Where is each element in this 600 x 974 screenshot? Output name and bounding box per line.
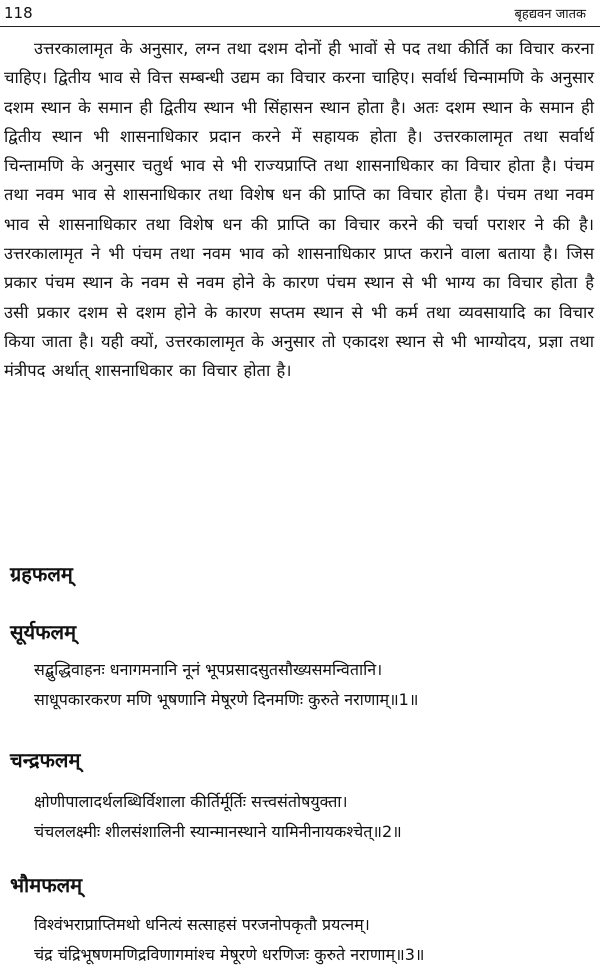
section-heading-bhaumaphalam: भौमफलम् xyxy=(10,873,83,897)
header-rule xyxy=(0,26,600,27)
verse-bhauma xyxy=(34,910,594,970)
page-number: 118 xyxy=(4,4,33,22)
verse-line: साधूपकारकरण मणि भूषणानि मेषूरणे दिनमणिः कुरुते नराणाम्॥1॥ xyxy=(34,690,419,709)
body-paragraph: उत्तरकालामृत के अनुसार, लग्न तथा दशम दोनों ही भावों से पद तथा कीर्ति का विचार करना चाहिए। द्वितीय भाव से वित्त सम्बन्धी उद्यम का विचार करना चाहिए। सर्वार्थ चिन्मामणि के अनुसार दशम स्थान के समान ही द्वितीय स्थान भी सिंहासन स्थान होता है। अतः दशम स्थान के समान ही द्वितीय स्थान भी शासनाधिकार प्रदान करने में सहायक होता है। उत्तरकालामृत तथा सर्वार्थ चिन्तामणि के अनुसार चतुर्थ भाव से भी राज्यप्राप्ति तथा शासनाधिकार का विचार होता है। पंचम तथा नवम भाव से शासनाधिकार तथा विशेष धन की प्राप्ति का विचार होता है। पंचम तथा नवम भाव से शासनाधिकार तथा विशेष धन की प्राप्ति का विचार करने की चर्चा पराशर ने की है। उत्तरकालामृत ने भी पंचम तथा नवम भाव को शासनाधिकार प्राप्त कराने वाला बताया है। जिस प्रकार पंचम स्थान के नवम से नवम होने के कारण पंचम स्थान से भी भाग्य का विचार होता है उसी प्रकार दशम से दशम होने के कारण सप्तम स्थान से भी कर्म तथा व्यवसायादि का विचार किया जाता है। यही क्यों, उत्तरकालामृत के अनुसार तो एकादश स्थान से भी भाग्योदय, प्रज्ञा तथा मंत्रीपद अर्थात् शासनाधिकार का विचार होता है। xyxy=(4,39,594,381)
verse-chandra xyxy=(34,787,594,847)
verse-line: सद्बुद्धिवाहनः धनागमनानि नूनं भूपप्रसादसुतसौख्यसमन्वितानि। xyxy=(34,660,383,679)
verse-line: क्षोणीपालादर्थलब्धिर्विशाला कीर्तिर्मूर्तिः सत्त्वसंतोषयुक्ता। xyxy=(34,792,348,811)
body-paragraph-block xyxy=(4,34,594,386)
section-heading-chandraphalam: चन्द्रफलम् xyxy=(10,748,81,772)
verse-surya xyxy=(34,655,594,715)
section-heading-suryaphalam: सूर्यफलम् xyxy=(10,620,77,644)
verse-line: विश्वंभराप्राप्तिमथो धनित्यं सत्साहसं परजनोपकृतौ प्रयत्नम्। xyxy=(34,915,370,934)
running-title: बृहद्यवन जातक xyxy=(514,7,586,22)
verse-line: चंद्र चंद्रिभूषणमणिद्रविणागमांश्च मेषूरणे धरणिजः कुरुते नराणाम्॥3॥ xyxy=(34,945,425,964)
verse-line: चंचललक्ष्मीः शीलसंशालिनी स्यान्मानस्थाने यामिनीनायकश्चेत्॥2॥ xyxy=(34,822,402,841)
section-heading-grahaphalam: ग्रहफलम् xyxy=(10,562,73,586)
